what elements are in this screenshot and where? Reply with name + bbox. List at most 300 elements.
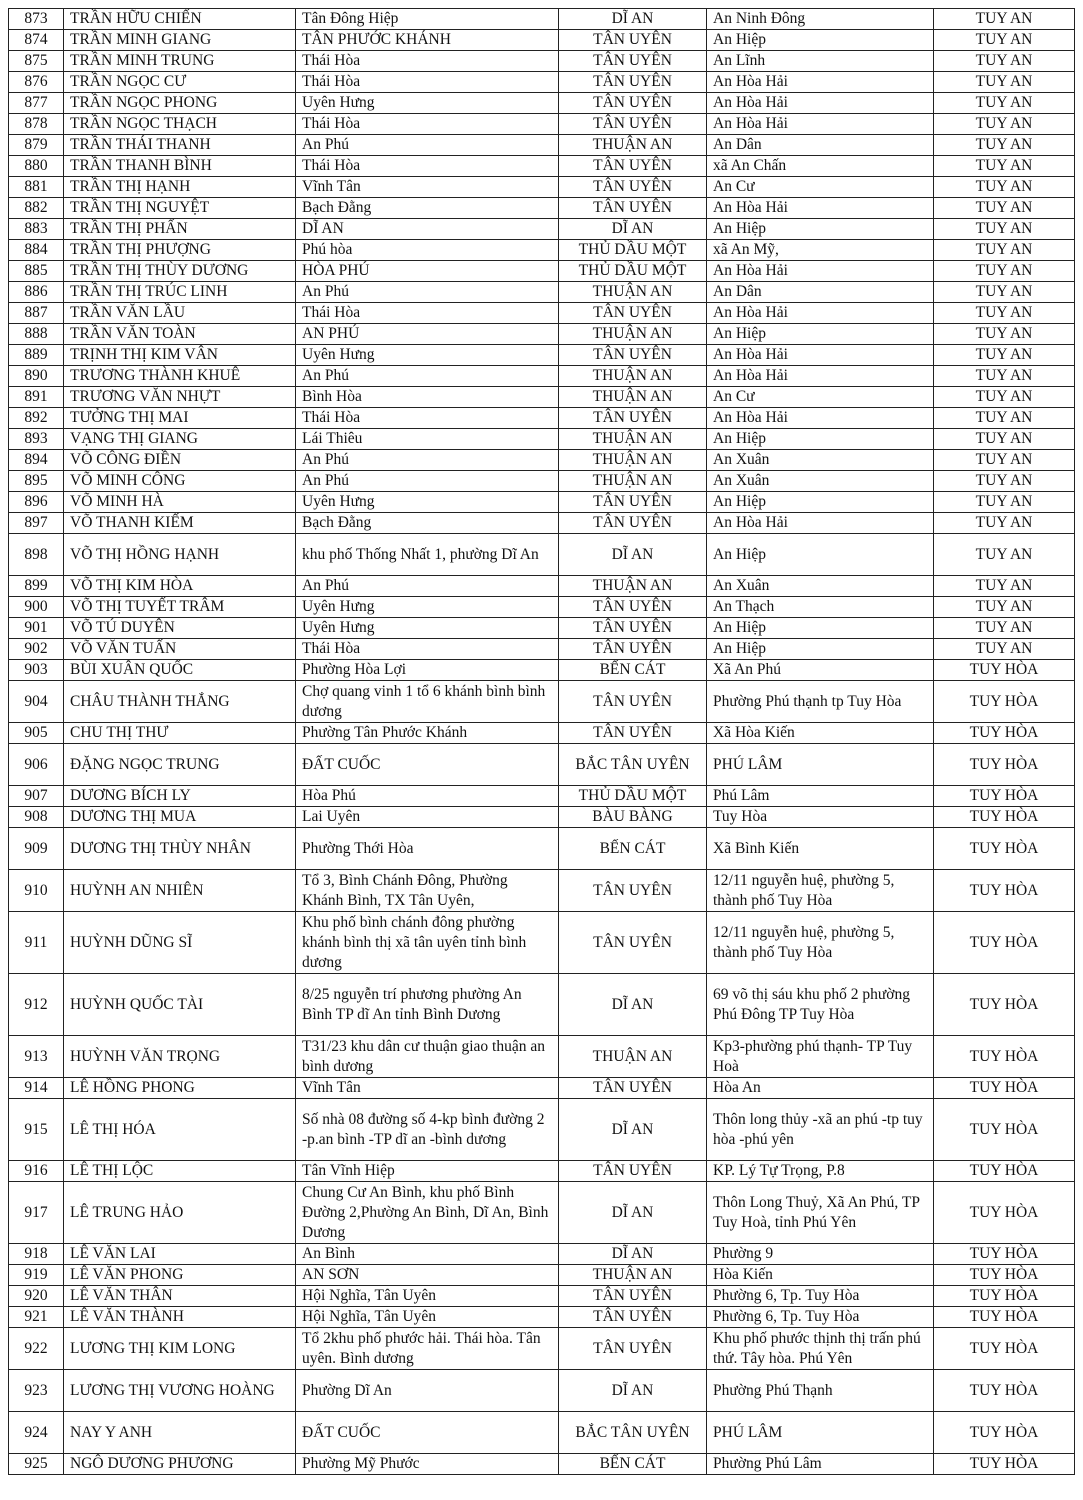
row-number: 916 — [9, 1161, 64, 1182]
full-name: CHÂU THÀNH THẮNG — [64, 681, 296, 723]
hometown-address: An Xuân — [707, 471, 934, 492]
current-address: Uyên Hưng — [296, 93, 559, 114]
row-number: 923 — [9, 1370, 64, 1412]
hometown-address: An Xuân — [707, 450, 934, 471]
table-row — [9, 723, 1075, 744]
hometown-address: Xã An Phú — [707, 660, 934, 681]
full-name: LÊ VĂN THÀNH — [64, 1307, 296, 1328]
hometown-address: An Lĩnh — [707, 51, 934, 72]
row-number: 878 — [9, 114, 64, 135]
hometown-address: An Hòa Hải — [707, 72, 934, 93]
current-address: Phường Tân Phước Khánh — [296, 723, 559, 744]
table-row — [9, 135, 1075, 156]
row-number: 883 — [9, 219, 64, 240]
row-number: 914 — [9, 1078, 64, 1099]
row-number: 882 — [9, 198, 64, 219]
full-name: TRẦN NGỌC PHONG — [64, 93, 296, 114]
hometown-district: TUY AN — [934, 450, 1075, 471]
hometown-district: TUY HÒA — [934, 974, 1075, 1036]
table-row — [9, 576, 1075, 597]
table-row — [9, 156, 1075, 177]
full-name: NAY Y ANH — [64, 1412, 296, 1454]
full-name: TRẦN THỊ THÙY DƯƠNG — [64, 261, 296, 282]
hometown-district: TUY AN — [934, 534, 1075, 576]
hometown-address: An Cư — [707, 177, 934, 198]
table-row — [9, 492, 1075, 513]
hometown-district: TUY HÒA — [934, 1454, 1075, 1475]
current-address: Số nhà 08 đường số 4-kp bình đường 2 -p.an bình -TP dĩ an -bình dương — [296, 1099, 559, 1161]
full-name: TRẦN THÁI THANH — [64, 135, 296, 156]
current-address: An Phú — [296, 366, 559, 387]
row-number: 897 — [9, 513, 64, 534]
table-row — [9, 618, 1075, 639]
table-row — [9, 198, 1075, 219]
current-district: TÂN UYÊN — [559, 1078, 707, 1099]
full-name: VÕ THỊ HỒNG HẠNH — [64, 534, 296, 576]
current-address: Bạch Đằng — [296, 513, 559, 534]
hometown-address: An Thạch — [707, 597, 934, 618]
current-district: TÂN UYÊN — [559, 681, 707, 723]
full-name: TRẦN MINH TRUNG — [64, 51, 296, 72]
table-row — [9, 1078, 1075, 1099]
hometown-address: An Hòa Hải — [707, 198, 934, 219]
full-name: VÕ MINH CÔNG — [64, 471, 296, 492]
row-number: 889 — [9, 345, 64, 366]
current-district: THỦ DẦU MỘT — [559, 786, 707, 807]
full-name: VÕ THỊ KIM HÒA — [64, 576, 296, 597]
current-district: TÂN UYÊN — [559, 1307, 707, 1328]
full-name: LÊ TRUNG HẢO — [64, 1182, 296, 1244]
row-number: 900 — [9, 597, 64, 618]
hometown-address: Tuy Hòa — [707, 807, 934, 828]
hometown-district: TUY AN — [934, 576, 1075, 597]
hometown-district: TUY AN — [934, 513, 1075, 534]
full-name: HUỲNH DŨNG SĨ — [64, 912, 296, 974]
hometown-district: TUY AN — [934, 9, 1075, 30]
row-number: 899 — [9, 576, 64, 597]
hometown-address: An Hiệp — [707, 324, 934, 345]
current-district: THUẬN AN — [559, 1036, 707, 1078]
hometown-address: Phường Phú Lâm — [707, 1454, 934, 1475]
current-district: BẮC TÂN UYÊN — [559, 744, 707, 786]
current-district: TÂN UYÊN — [559, 1286, 707, 1307]
current-district: TÂN UYÊN — [559, 72, 707, 93]
row-number: 896 — [9, 492, 64, 513]
hometown-district: TUY AN — [934, 597, 1075, 618]
table-row — [9, 261, 1075, 282]
table-row — [9, 114, 1075, 135]
full-name: TRẦN THỊ PHƯỢNG — [64, 240, 296, 261]
current-district: DĨ AN — [559, 219, 707, 240]
current-district: TÂN UYÊN — [559, 597, 707, 618]
hometown-district: TUY HÒA — [934, 1036, 1075, 1078]
table-row — [9, 807, 1075, 828]
row-number: 888 — [9, 324, 64, 345]
row-number: 917 — [9, 1182, 64, 1244]
current-address: Bạch Đằng — [296, 198, 559, 219]
hometown-district: TUY HÒA — [934, 807, 1075, 828]
current-district: DĨ AN — [559, 974, 707, 1036]
hometown-address: Xã Hòa Kiến — [707, 723, 934, 744]
hometown-address: An Hòa Hải — [707, 303, 934, 324]
full-name: VÕ VĂN TUẤN — [64, 639, 296, 660]
row-number: 902 — [9, 639, 64, 660]
full-name: TRƯƠNG VĂN NHỰT — [64, 387, 296, 408]
current-address: An Phú — [296, 576, 559, 597]
hometown-address: Phường 6, Tp. Tuy Hòa — [707, 1307, 934, 1328]
table-row — [9, 1099, 1075, 1161]
current-district: TÂN UYÊN — [559, 51, 707, 72]
current-district: THUẬN AN — [559, 471, 707, 492]
row-number: 885 — [9, 261, 64, 282]
current-district: THUẬN AN — [559, 450, 707, 471]
hometown-district: TUY HÒA — [934, 912, 1075, 974]
current-district: THUẬN AN — [559, 1265, 707, 1286]
row-number: 925 — [9, 1454, 64, 1475]
current-district: TÂN UYÊN — [559, 639, 707, 660]
current-address: Tân Vĩnh Hiệp — [296, 1161, 559, 1182]
row-number: 920 — [9, 1286, 64, 1307]
current-district: THUẬN AN — [559, 576, 707, 597]
hometown-district: TUY AN — [934, 471, 1075, 492]
table-row — [9, 51, 1075, 72]
current-district: THUẬN AN — [559, 324, 707, 345]
table-row — [9, 1036, 1075, 1078]
full-name: NGÔ DƯƠNG PHƯƠNG — [64, 1454, 296, 1475]
hometown-address: An Hòa Hải — [707, 408, 934, 429]
table-row — [9, 9, 1075, 30]
hometown-address: Phường Phú thạnh tp Tuy Hòa — [707, 681, 934, 723]
table-row — [9, 828, 1075, 870]
row-number: 887 — [9, 303, 64, 324]
hometown-district: TUY AN — [934, 135, 1075, 156]
current-address: Thái Hòa — [296, 72, 559, 93]
row-number: 924 — [9, 1412, 64, 1454]
hometown-district: TUY AN — [934, 429, 1075, 450]
current-address: Hội Nghĩa, Tân Uyên — [296, 1307, 559, 1328]
full-name: TRẦN THANH BÌNH — [64, 156, 296, 177]
hometown-address: Phường 9 — [707, 1244, 934, 1265]
table-row — [9, 513, 1075, 534]
current-district: TÂN UYÊN — [559, 1328, 707, 1370]
hometown-address: An Hiệp — [707, 219, 934, 240]
hometown-district: TUY HÒA — [934, 681, 1075, 723]
hometown-district: TUY HÒA — [934, 1286, 1075, 1307]
hometown-address: Thôn long thủy -xã an phú -tp tuy hòa -phú yên — [707, 1099, 934, 1161]
current-district: DĨ AN — [559, 534, 707, 576]
full-name: LƯƠNG THỊ KIM LONG — [64, 1328, 296, 1370]
row-number: 873 — [9, 9, 64, 30]
current-district: DĨ AN — [559, 9, 707, 30]
current-address: khu phố Thống Nhất 1, phường Dĩ An — [296, 534, 559, 576]
hometown-district: TUY HÒA — [934, 1370, 1075, 1412]
hometown-address: An Ninh Đông — [707, 9, 934, 30]
full-name: CHU THỊ THƯ — [64, 723, 296, 744]
current-address: Phường Dĩ An — [296, 1370, 559, 1412]
hometown-district: TUY AN — [934, 639, 1075, 660]
hometown-address: Kp3-phường phú thạnh- TP Tuy Hoà — [707, 1036, 934, 1078]
hometown-address: An Hiệp — [707, 639, 934, 660]
table-row — [9, 93, 1075, 114]
current-address: AN PHÚ — [296, 324, 559, 345]
hometown-district: TUY HÒA — [934, 1265, 1075, 1286]
full-name: TRẦN MINH GIANG — [64, 30, 296, 51]
current-address: Vĩnh Tân — [296, 177, 559, 198]
hometown-district: TUY AN — [934, 345, 1075, 366]
current-address: Khu phố bình chánh đông phường khánh bình thị xã tân uyên tỉnh bình dương — [296, 912, 559, 974]
table-row — [9, 534, 1075, 576]
table-row — [9, 72, 1075, 93]
hometown-district: TUY AN — [934, 51, 1075, 72]
hometown-address: An Hiệp — [707, 429, 934, 450]
table-row — [9, 1244, 1075, 1265]
full-name: DƯƠNG THỊ MUA — [64, 807, 296, 828]
hometown-address: An Hòa Hải — [707, 366, 934, 387]
hometown-district: TUY AN — [934, 30, 1075, 51]
hometown-address: An Hòa Hải — [707, 513, 934, 534]
current-district: TÂN UYÊN — [559, 114, 707, 135]
hometown-address: An Hòa Hải — [707, 261, 934, 282]
hometown-address: PHÚ LÂM — [707, 1412, 934, 1454]
hometown-district: TUY AN — [934, 408, 1075, 429]
hometown-district: TUY AN — [934, 72, 1075, 93]
row-number: 909 — [9, 828, 64, 870]
current-district: THUẬN AN — [559, 387, 707, 408]
full-name: HUỲNH VĂN TRỌNG — [64, 1036, 296, 1078]
current-address: Tổ 3, Bình Chánh Đông, Phường Khánh Bình, TX Tân Uyên, — [296, 870, 559, 912]
table-row — [9, 30, 1075, 51]
current-address: ĐẤT CUỐC — [296, 1412, 559, 1454]
hometown-district: TUY HÒA — [934, 1412, 1075, 1454]
current-address: An Phú — [296, 282, 559, 303]
full-name: LÊ VĂN THÂN — [64, 1286, 296, 1307]
hometown-district: TUY AN — [934, 261, 1075, 282]
current-district: THUẬN AN — [559, 135, 707, 156]
full-name: TRẦN THỊ PHẤN — [64, 219, 296, 240]
current-district: TÂN UYÊN — [559, 723, 707, 744]
table-row — [9, 471, 1075, 492]
row-number: 918 — [9, 1244, 64, 1265]
row-number: 919 — [9, 1265, 64, 1286]
current-address: Thái Hòa — [296, 408, 559, 429]
row-number: 880 — [9, 156, 64, 177]
current-district: TÂN UYÊN — [559, 618, 707, 639]
hometown-district: TUY HÒA — [934, 1307, 1075, 1328]
hometown-district: TUY AN — [934, 240, 1075, 261]
table-row — [9, 744, 1075, 786]
current-district: TÂN UYÊN — [559, 156, 707, 177]
full-name: TRẦN VĂN LẦU — [64, 303, 296, 324]
table-row — [9, 660, 1075, 681]
table-row — [9, 1328, 1075, 1370]
row-number: 875 — [9, 51, 64, 72]
current-address: T31/23 khu dân cư thuận giao thuận an bình dương — [296, 1036, 559, 1078]
table-row — [9, 786, 1075, 807]
full-name: TRẦN NGỌC CƯ — [64, 72, 296, 93]
hometown-district: TUY HÒA — [934, 723, 1075, 744]
full-name: VÕ TÚ DUYÊN — [64, 618, 296, 639]
hometown-address: 12/11 nguyễn huệ, phường 5, thành phố Tuy Hòa — [707, 912, 934, 974]
hometown-district: TUY HÒA — [934, 1078, 1075, 1099]
current-address: Thái Hòa — [296, 51, 559, 72]
current-address: An Phú — [296, 471, 559, 492]
row-number: 903 — [9, 660, 64, 681]
hometown-district: TUY AN — [934, 177, 1075, 198]
hometown-district: TUY HÒA — [934, 744, 1075, 786]
current-district: BẾN CÁT — [559, 828, 707, 870]
current-district: THUẬN AN — [559, 429, 707, 450]
row-number: 908 — [9, 807, 64, 828]
current-address: 8/25 nguyễn trí phương phường An Bình TP dĩ An tỉnh Bình Dương — [296, 974, 559, 1036]
full-name: TRỊNH THỊ KIM VÂN — [64, 345, 296, 366]
table-row — [9, 345, 1075, 366]
current-address: Tổ 2khu phố phước hải. Thái hòa. Tân uyên. Bình dương — [296, 1328, 559, 1370]
current-address: Phường Thới Hòa — [296, 828, 559, 870]
hometown-address: Hòa Kiến — [707, 1265, 934, 1286]
current-district: TÂN UYÊN — [559, 1161, 707, 1182]
full-name: TRẦN THỊ TRÚC LINH — [64, 282, 296, 303]
hometown-address: KP. Lý Tự Trọng, P.8 — [707, 1161, 934, 1182]
hometown-district: TUY HÒA — [934, 1161, 1075, 1182]
current-district: TÂN UYÊN — [559, 177, 707, 198]
current-district: BẾN CÁT — [559, 1454, 707, 1475]
hometown-district: TUY HÒA — [934, 1099, 1075, 1161]
hometown-address: PHÚ LÂM — [707, 744, 934, 786]
current-address: Hòa Phú — [296, 786, 559, 807]
current-address: Thái Hòa — [296, 114, 559, 135]
member-table — [8, 8, 1075, 1475]
current-address: An Bình — [296, 1244, 559, 1265]
current-address: An Phú — [296, 135, 559, 156]
hometown-district: TUY HÒA — [934, 660, 1075, 681]
current-address: Tân Đông Hiệp — [296, 9, 559, 30]
current-district: THỦ DẦU MỘT — [559, 261, 707, 282]
row-number: 895 — [9, 471, 64, 492]
row-number: 874 — [9, 30, 64, 51]
full-name: LÊ THỊ HÓA — [64, 1099, 296, 1161]
current-address: Hội Nghĩa, Tân Uyên — [296, 1286, 559, 1307]
table-row — [9, 1265, 1075, 1286]
current-address: TÂN PHƯỚC KHÁNH — [296, 30, 559, 51]
current-address: Uyên Hưng — [296, 492, 559, 513]
table-row — [9, 366, 1075, 387]
table-body — [9, 9, 1075, 1475]
full-name: HUỲNH AN NHIÊN — [64, 870, 296, 912]
table-row — [9, 450, 1075, 471]
row-number: 910 — [9, 870, 64, 912]
full-name: LÊ VĂN PHONG — [64, 1265, 296, 1286]
full-name: TRẦN VĂN TOÀN — [64, 324, 296, 345]
current-address: Lai Uyên — [296, 807, 559, 828]
current-district: TÂN UYÊN — [559, 93, 707, 114]
table-row — [9, 639, 1075, 660]
hometown-address: 69 võ thị sáu khu phố 2 phường Phú Đông TP Tuy Hòa — [707, 974, 934, 1036]
current-address: ĐẤT CUỐC — [296, 744, 559, 786]
current-district: TÂN UYÊN — [559, 408, 707, 429]
full-name: VÕ THỊ TUYẾT TRÂM — [64, 597, 296, 618]
hometown-address: Thôn Long Thuỷ, Xã An Phú, TP Tuy Hoà, tỉnh Phú Yên — [707, 1182, 934, 1244]
full-name: LÊ HỒNG PHONG — [64, 1078, 296, 1099]
full-name: HUỲNH QUỐC TÀI — [64, 974, 296, 1036]
row-number: 901 — [9, 618, 64, 639]
current-district: DĨ AN — [559, 1370, 707, 1412]
full-name: TRẦN THỊ HẠNH — [64, 177, 296, 198]
table-row — [9, 1412, 1075, 1454]
row-number: 906 — [9, 744, 64, 786]
current-district: DĨ AN — [559, 1182, 707, 1244]
current-address: Phường Hòa Lợi — [296, 660, 559, 681]
full-name: LƯƠNG THỊ VƯƠNG HOÀNG — [64, 1370, 296, 1412]
hometown-district: TUY HÒA — [934, 786, 1075, 807]
current-district: TÂN UYÊN — [559, 345, 707, 366]
table-row — [9, 177, 1075, 198]
current-address: DĨ AN — [296, 219, 559, 240]
hometown-address: Phú Lâm — [707, 786, 934, 807]
current-address: Vĩnh Tân — [296, 1078, 559, 1099]
full-name: LÊ THỊ LỘC — [64, 1161, 296, 1182]
current-district: BÀU BÀNG — [559, 807, 707, 828]
hometown-district: TUY HÒA — [934, 1182, 1075, 1244]
table-row — [9, 1307, 1075, 1328]
current-address: Bình Hòa — [296, 387, 559, 408]
full-name: VÕ MINH HÀ — [64, 492, 296, 513]
table-row — [9, 912, 1075, 974]
hometown-address: Phường 6, Tp. Tuy Hòa — [707, 1286, 934, 1307]
hometown-district: TUY AN — [934, 492, 1075, 513]
row-number: 876 — [9, 72, 64, 93]
hometown-district: TUY AN — [934, 387, 1075, 408]
full-name: TRẦN THỊ NGUYỆT — [64, 198, 296, 219]
row-number: 892 — [9, 408, 64, 429]
row-number: 911 — [9, 912, 64, 974]
table-row — [9, 303, 1075, 324]
current-district: TÂN UYÊN — [559, 30, 707, 51]
row-number: 922 — [9, 1328, 64, 1370]
hometown-address: An Dân — [707, 282, 934, 303]
table-row — [9, 429, 1075, 450]
current-district: TÂN UYÊN — [559, 303, 707, 324]
table-row — [9, 870, 1075, 912]
hometown-address: Xã Bình Kiến — [707, 828, 934, 870]
full-name: TƯỞNG THỊ MAI — [64, 408, 296, 429]
current-address: Thái Hòa — [296, 639, 559, 660]
current-district: THỦ DẦU MỘT — [559, 240, 707, 261]
table-row — [9, 1182, 1075, 1244]
hometown-district: TUY AN — [934, 93, 1075, 114]
current-address: HÒA PHÚ — [296, 261, 559, 282]
current-district: TÂN UYÊN — [559, 198, 707, 219]
full-name: LÊ VĂN LAI — [64, 1244, 296, 1265]
current-district: DĨ AN — [559, 1244, 707, 1265]
table-row — [9, 1454, 1075, 1475]
current-district: TÂN UYÊN — [559, 870, 707, 912]
full-name: TRẦN NGỌC THẠCH — [64, 114, 296, 135]
current-district: BẮC TÂN UYÊN — [559, 1412, 707, 1454]
hometown-address: An Hiệp — [707, 534, 934, 576]
hometown-address: An Hòa Hải — [707, 345, 934, 366]
hometown-address: xã An Mỹ, — [707, 240, 934, 261]
hometown-district: TUY AN — [934, 324, 1075, 345]
row-number: 893 — [9, 429, 64, 450]
current-address: Uyên Hưng — [296, 597, 559, 618]
current-address: Thái Hòa — [296, 156, 559, 177]
hometown-district: TUY AN — [934, 366, 1075, 387]
current-district: TÂN UYÊN — [559, 492, 707, 513]
hometown-district: TUY HÒA — [934, 828, 1075, 870]
hometown-district: TUY AN — [934, 219, 1075, 240]
current-address: Uyên Hưng — [296, 618, 559, 639]
table-row — [9, 681, 1075, 723]
